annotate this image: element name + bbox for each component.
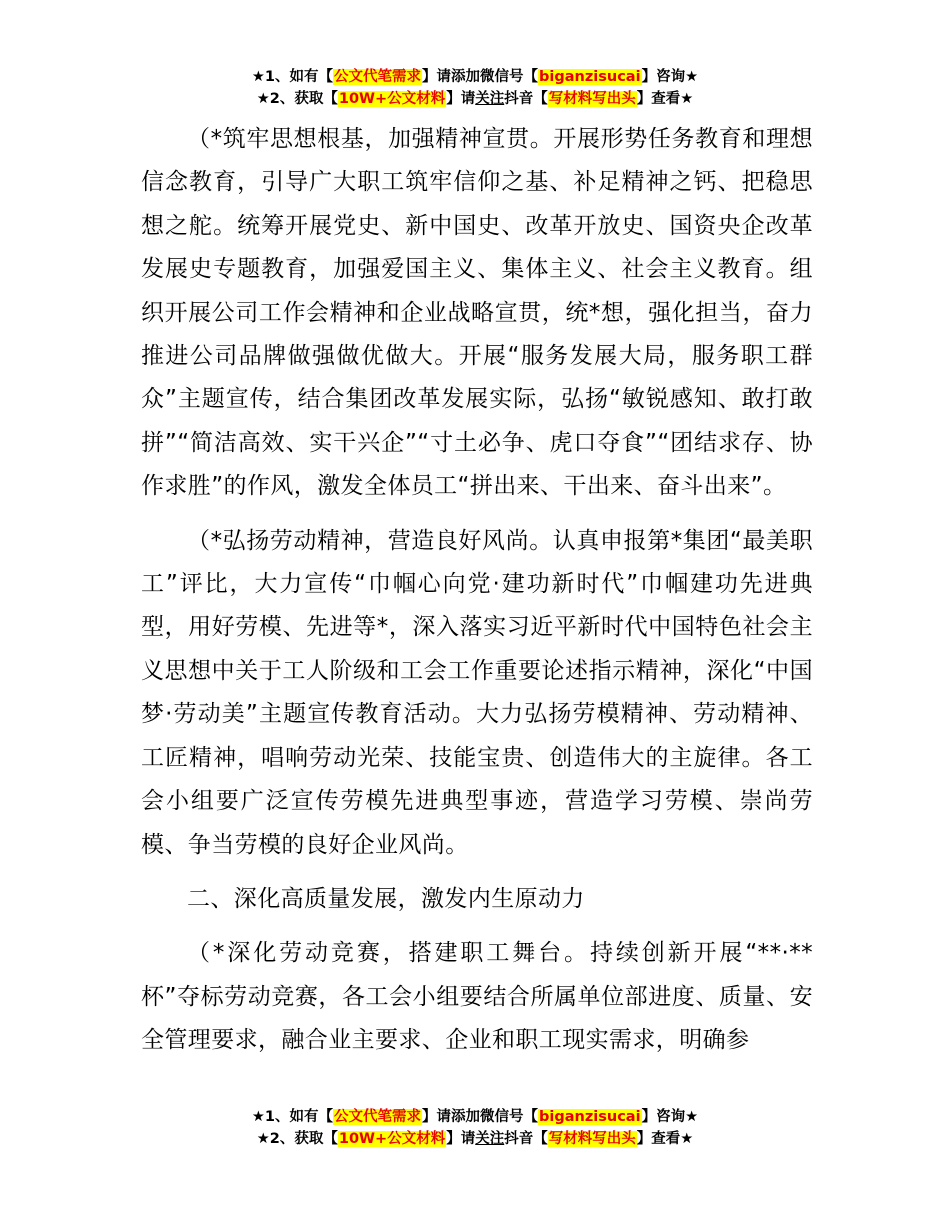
banner-line-1: ★1、如有【公文代笔需求】请添加微信号【biganzisucai】咨询★	[251, 69, 699, 85]
banner-line-1: ★1、如有【公文代笔需求】请添加微信号【biganzisucai】咨询★	[251, 1109, 699, 1125]
document-body	[141, 118, 813, 1063]
paragraph-ideology: （*筑牢思想根基，加强精神宣贯。开展形势任务教育和理想信念教育，引导广大职工筑牢信仰之基、补足精神之钙、把稳思想之舵。统筹开展党史、新中国史、改革开放史、国资央企改革发展史专题教育，加强爱国主义、集体主义、社会主义教育。组织开展公司工作会精神和企业战略宣贯，统*想，强化担当，奋力推进公司品牌做强做优做大。开展“服务发展大局，服务职工群众”主题宣传，结合集团改革发展实际，弘扬“敏锐感知、敢打敢拼”“简洁高效、实干兴企”“寸土必争、虎口夺食”“团结求存、协作求胜”的作风，激发全体员工“拼出来、干出来、奋斗出来”。	[141, 126, 813, 500]
follow-underlined: 关注	[475, 1131, 505, 1147]
ghostwriting-highlight: 公文代笔需求	[334, 1109, 422, 1125]
paragraph-labor-spirit: （*弘扬劳动精神，营造良好风尚。认真申报第*集团“最美职工”评比，大力宣传“巾帼心向党·建功新时代”巾帼建功先进典型，用好劳模、先进等*，深入落实习近平新时代中国特色社会主义思想中关于工人阶级和工会工作重要论述指示精神，深化“中国梦·劳动美”主题宣传教育活动。大力弘扬劳模精神、劳动精神、工匠精神，唱响劳动光荣、技能宝贵、创造伟大的主旋律。各工会小组要广泛宣传劳模先进典型事迹，营造学习劳模、崇尚劳模、争当劳模的良好企业风尚。	[141, 527, 813, 858]
section-heading-2: 二、深化高质量发展，激发内生原动力	[187, 885, 585, 912]
ghostwriting-highlight: 公文代笔需求	[334, 69, 422, 85]
materials-highlight: 10W+公文材料	[338, 91, 446, 107]
header-banner	[0, 66, 950, 110]
paragraph-labor-competition: （*深化劳动竞赛，搭建职工舞台。持续创新开展“**·**杯”夺标劳动竞赛，各工会小组要结合所属单位部进度、质量、安全管理要求，融合业主要求、企业和职工现实需求，明确参	[141, 940, 813, 1054]
wechat-id-highlight: biganzisucai	[539, 1109, 641, 1125]
wechat-id-highlight: biganzisucai	[539, 69, 641, 85]
banner-line-2: ★2、获取【10W+公文材料】请关注抖音【写材料写出头】查看★	[256, 91, 694, 107]
footer-banner	[0, 1106, 950, 1150]
materials-highlight: 10W+公文材料	[338, 1131, 446, 1147]
banner-line-2: ★2、获取【10W+公文材料】请关注抖音【写材料写出头】查看★	[256, 1131, 694, 1147]
follow-underlined: 关注	[475, 91, 505, 107]
douyin-account-highlight: 写材料写出头	[548, 91, 636, 107]
douyin-account-highlight: 写材料写出头	[548, 1131, 636, 1147]
